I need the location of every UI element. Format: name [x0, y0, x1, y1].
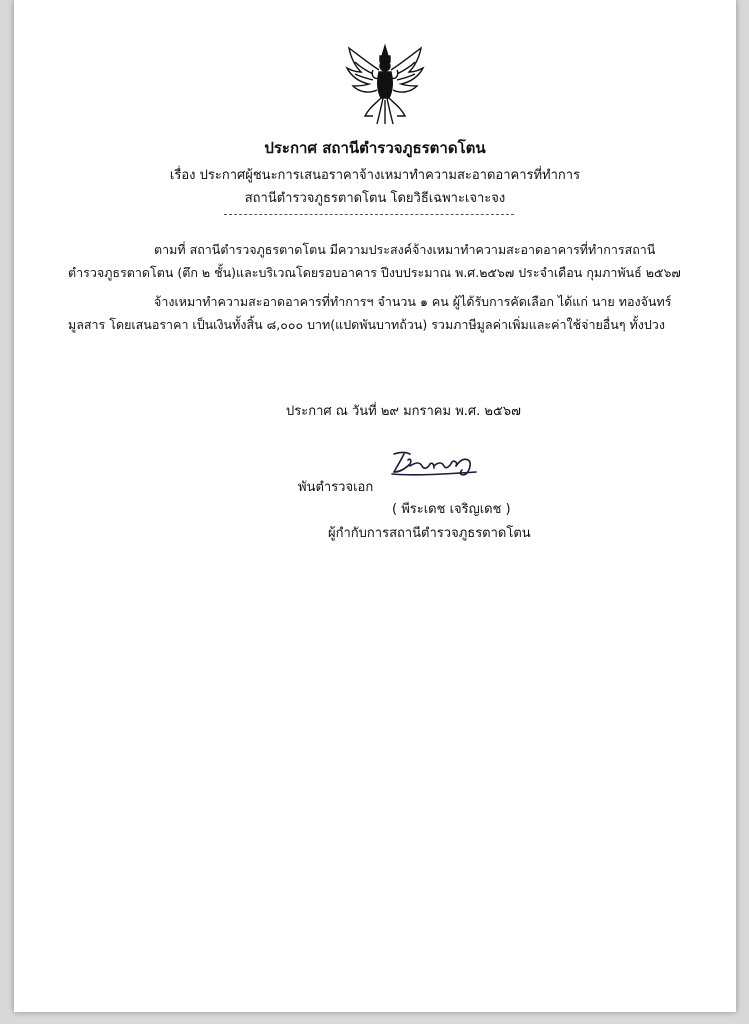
document-page: [14, 0, 736, 1012]
paragraph-2: จ้างเหมาทำความสะอาดอาคารที่ทำการฯ จำนวน ๑ คน ผู้ได้รับการคัดเลือก ได้แก่ นาย ทองจันทร์ มูลสาร โดยเสนอราคา เป็นเงินทั้งสิ้น ๘,๐๐๐ บาท(แปดพันบาทถ้วน) รวมภาษีมูลค่าเพิ่มและค่าใช้จ่ายอื่นๆ ทั้งปวง: [68, 294, 672, 332]
signer-position: ผู้กำกับการสถานีตำรวจภูธรตาดโตน: [328, 526, 531, 541]
subject-line-2: สถานีตำรวจภูธรตาดโตน โดยวิธีเฉพาะเจาะจง: [244, 191, 506, 206]
body-text: [68, 238, 688, 342]
dashed-divider: [224, 214, 514, 215]
announce-date: ประกาศ ณ วันที่ ๒๙ มกราคม พ.ศ. ๒๕๖๗: [286, 404, 521, 419]
paragraph-1: ตามที่ สถานีตำรวจภูธรตาดโตน มีความประสงค์จ้างเหมาทำความสะอาดอาคารที่ทำการสถานีตำรวจภูธรตาดโตน (ตึก ๒ ชั้น)และบริเวณโดยรอบอาคาร ปีงบประมาณ พ.ศ.๒๕๖๗ ประจำเดือน กุมภาพันธ์ ๒๕๖๗: [68, 242, 681, 280]
handwritten-signature: [386, 444, 482, 480]
signer-name: ( พีระเดช เจริญเดช ): [392, 502, 511, 517]
announcement-title: ประกาศ สถานีตำรวจภูธรตาดโตน: [264, 139, 486, 157]
garuda-emblem-icon: [343, 44, 427, 126]
subject-line-1: เรื่อง ประกาศผู้ชนะการเสนอราคาจ้างเหมาทำความสะอาดอาคารที่ทำการ: [169, 168, 581, 183]
signer-rank: พันตำรวจเอก: [298, 480, 374, 495]
subject: [14, 164, 736, 210]
